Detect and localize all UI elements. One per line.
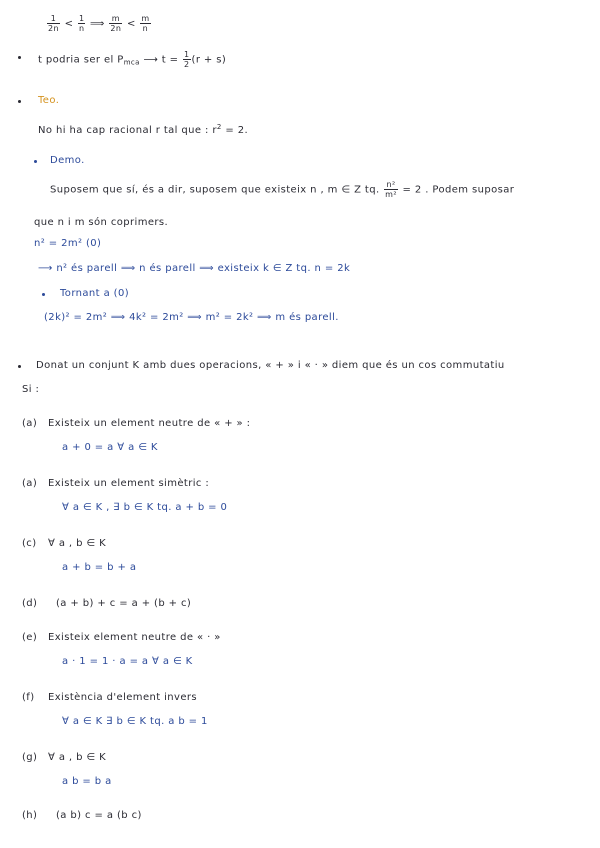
axiom-text: Existeix element neutre de « · »: [48, 632, 221, 643]
fraction: $\frac{\text{n²}}{\text{m²}}$: [385, 180, 397, 199]
axiom-label: (e): [22, 632, 38, 643]
fraction: $\frac{1}{2n}$: [48, 14, 59, 33]
theorem-statement: No hi ha cap racional r tal que : $r^2 = 2$.: [38, 123, 249, 136]
axiom-text: ∀ a , b ∈ K: [48, 752, 107, 763]
axiom-label: (a): [22, 418, 38, 429]
axiom-formula: a + b = b + a: [62, 562, 137, 573]
bullet-dot: [42, 293, 45, 296]
axiom-text: (a b) c = a (b c): [56, 810, 142, 821]
axiom-text: Existeix un element neutre de « + » :: [48, 418, 251, 429]
axiom-text: Existeix un element simètric :: [48, 478, 210, 489]
axiom-formula: a + 0 = a ∀ a ∈ K: [62, 442, 158, 453]
fraction: $\frac{1}{2}$: [184, 50, 190, 69]
axiom-text: ∀ a , b ∈ K: [48, 538, 107, 549]
axiom-formula: a · 1 = 1 · a = a ∀ a ∈ K: [62, 656, 193, 667]
bullet-dot: [34, 160, 37, 163]
axiom-text: (a + b) + c = a + (b + c): [56, 598, 192, 609]
axiom-label: (h): [22, 810, 38, 821]
inequality-line: $\frac{1}{2n}$ < $\frac{1}{n}$ ⟹ $\frac{m}{2n}$ < $\frac{m}{n}$: [48, 14, 150, 33]
theorem-heading: Teo.: [38, 95, 60, 106]
returning-to-0: Tornant a (0): [60, 288, 130, 299]
axiom-label: (c): [22, 538, 37, 549]
fraction: $\frac{1}{n}$: [78, 14, 85, 33]
axiom-formula: a b = b a: [62, 776, 112, 787]
axiom-label: (g): [22, 752, 38, 763]
axiom-text: Existència d'element invers: [48, 692, 198, 703]
field-definition-intro: Donat un conjunt K amb dues operacions, « + » i « · » diem que és un cos commutatiu: [36, 360, 505, 371]
implication-chain: ⟶ n² és parell ⟹ n és parell ⟹ existeix k ∈ Z tq. n = 2k: [38, 263, 351, 274]
proof-heading: Demo.: [50, 155, 85, 166]
midpoint-line: t podria ser el $P_{mca}$ ⟶ t = $\frac{1}{2}$ (r + s): [38, 50, 227, 69]
fraction: $\frac{m}{2n}$: [110, 14, 122, 33]
equation-chain: (2k)² = 2m² ⟹ 4k² = 2m² ⟹ m² = 2k² ⟹ m és parell.: [44, 312, 339, 323]
axiom-label: (a): [22, 478, 38, 489]
field-definition-if: Si :: [22, 384, 40, 395]
bullet-dot: [18, 56, 21, 59]
bullet-dot: [18, 365, 21, 368]
bullet-dot: [18, 100, 21, 103]
axiom-label: (d): [22, 598, 38, 609]
axiom-formula: ∀ a ∈ K ∃ b ∈ K tq. a b = 1: [62, 716, 208, 727]
axiom-label: (f): [22, 692, 35, 703]
equation-0: n² = 2m² (0): [34, 238, 102, 249]
proof-paragraph-1: Suposem que sí, és a dir, suposem que existeix n , m ∈ Z tq. $\frac{\text{n²}}{\text{m²}}$ = 2 . Podem suposar: [50, 180, 515, 199]
axiom-formula: ∀ a ∈ K , ∃ b ∈ K tq. a + b = 0: [62, 502, 228, 513]
proof-paragraph-2: que n i m són coprimers.: [34, 217, 169, 228]
fraction: $\frac{m}{n}$: [141, 14, 150, 33]
